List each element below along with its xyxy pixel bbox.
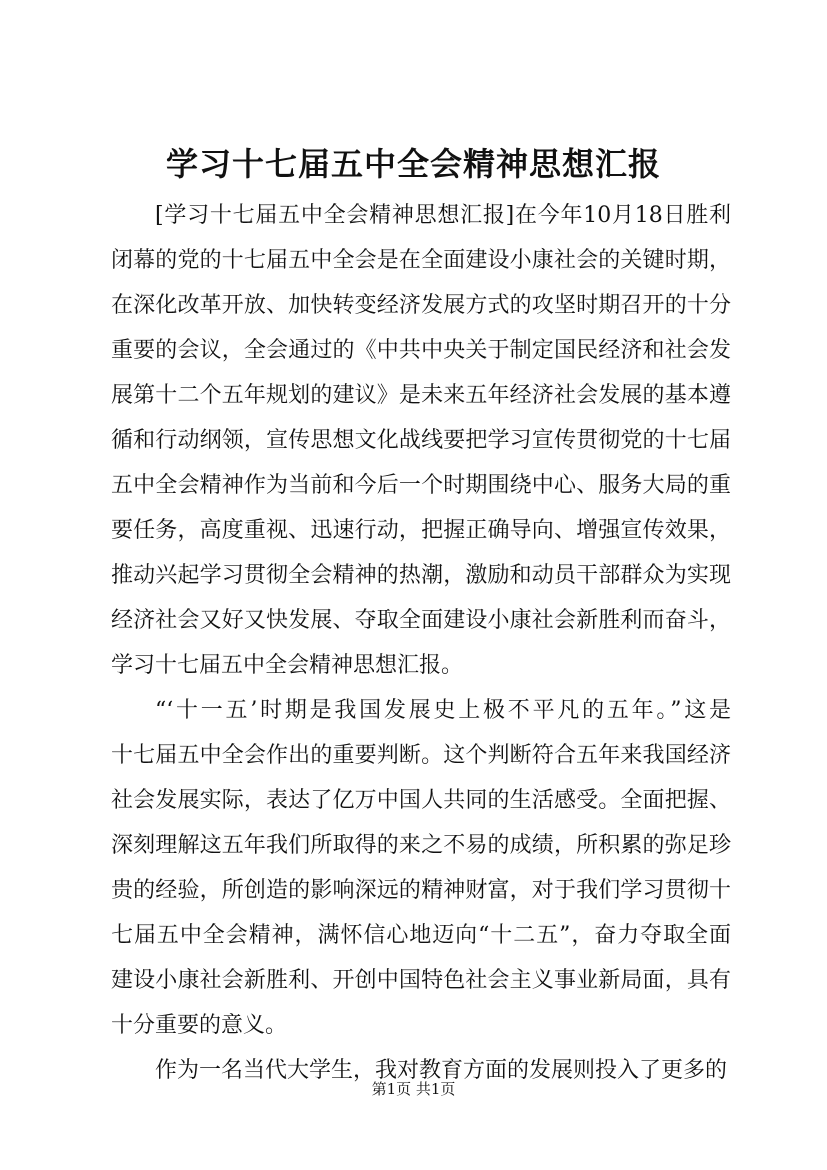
paragraph-line: 十分重要的意义。 bbox=[111, 1013, 288, 1038]
paragraph-line: [学习十七届五中全会精神思想汇报]在今年10月18日胜利 bbox=[155, 203, 731, 228]
document-body bbox=[111, 193, 731, 1093]
paragraph-line: 在深化改革开放、加快转变经济发展方式的攻坚时期召开的十分 bbox=[111, 293, 731, 318]
paragraph-line: 五中全会精神作为当前和今后一个时期围绕中心、服务大局的重 bbox=[111, 473, 731, 498]
paragraph-line: 推动兴起学习贯彻全会精神的热潮，激励和动员干部群众为实现 bbox=[111, 563, 731, 588]
paragraph-line: 经济社会又好又快发展、夺取全面建设小康社会新胜利而奋斗， bbox=[111, 608, 731, 633]
paragraph-line: 循和行动纲领，宣传思想文化战线要把学习宣传贯彻党的十七届 bbox=[111, 428, 731, 453]
document-title: 学习十七届五中全会精神思想汇报 bbox=[165, 145, 661, 183]
paragraph-line: 建设小康社会新胜利、开创中国特色社会主义事业新局面，具有 bbox=[111, 968, 731, 993]
paragraph-line: 展第十二个五年规划的建议》是未来五年经济社会发展的基本遵 bbox=[111, 383, 731, 408]
paragraph-line: 闭幕的党的十七届五中全会是在全面建设小康社会的关键时期， bbox=[111, 248, 731, 273]
paragraph-line: 要任务，高度重视、迅速行动，把握正确导向、增强宣传效果， bbox=[111, 518, 731, 543]
page-footer: 第1页 共1页 bbox=[371, 1080, 456, 1098]
paragraph-line: 社会发展实际，表达了亿万中国人共同的生活感受。全面把握、 bbox=[111, 788, 731, 813]
paragraph-line: 作为一名当代大学生，我对教育方面的发展则投入了更多的 bbox=[155, 1058, 728, 1083]
paragraph-line: 学习十七届五中全会精神思想汇报。 bbox=[111, 653, 464, 678]
paragraph-line: “‘十一五’时期是我国发展史上极不平凡的五年。”这是 bbox=[155, 698, 731, 723]
paragraph-line: 重要的会议，全会通过的《中共中央关于制定国民经济和社会发 bbox=[111, 338, 731, 363]
paragraph-line: 深刻理解这五年我们所取得的来之不易的成绩，所积累的弥足珍 bbox=[111, 833, 731, 858]
paragraph-line: 十七届五中全会作出的重要判断。这个判断符合五年来我国经济 bbox=[111, 743, 731, 768]
paragraph-line: 贵的经验，所创造的影响深远的精神财富，对于我们学习贯彻十 bbox=[111, 878, 731, 903]
paragraph-line: 七届五中全会精神，满怀信心地迈向“十二五”，奋力夺取全面 bbox=[111, 923, 731, 948]
